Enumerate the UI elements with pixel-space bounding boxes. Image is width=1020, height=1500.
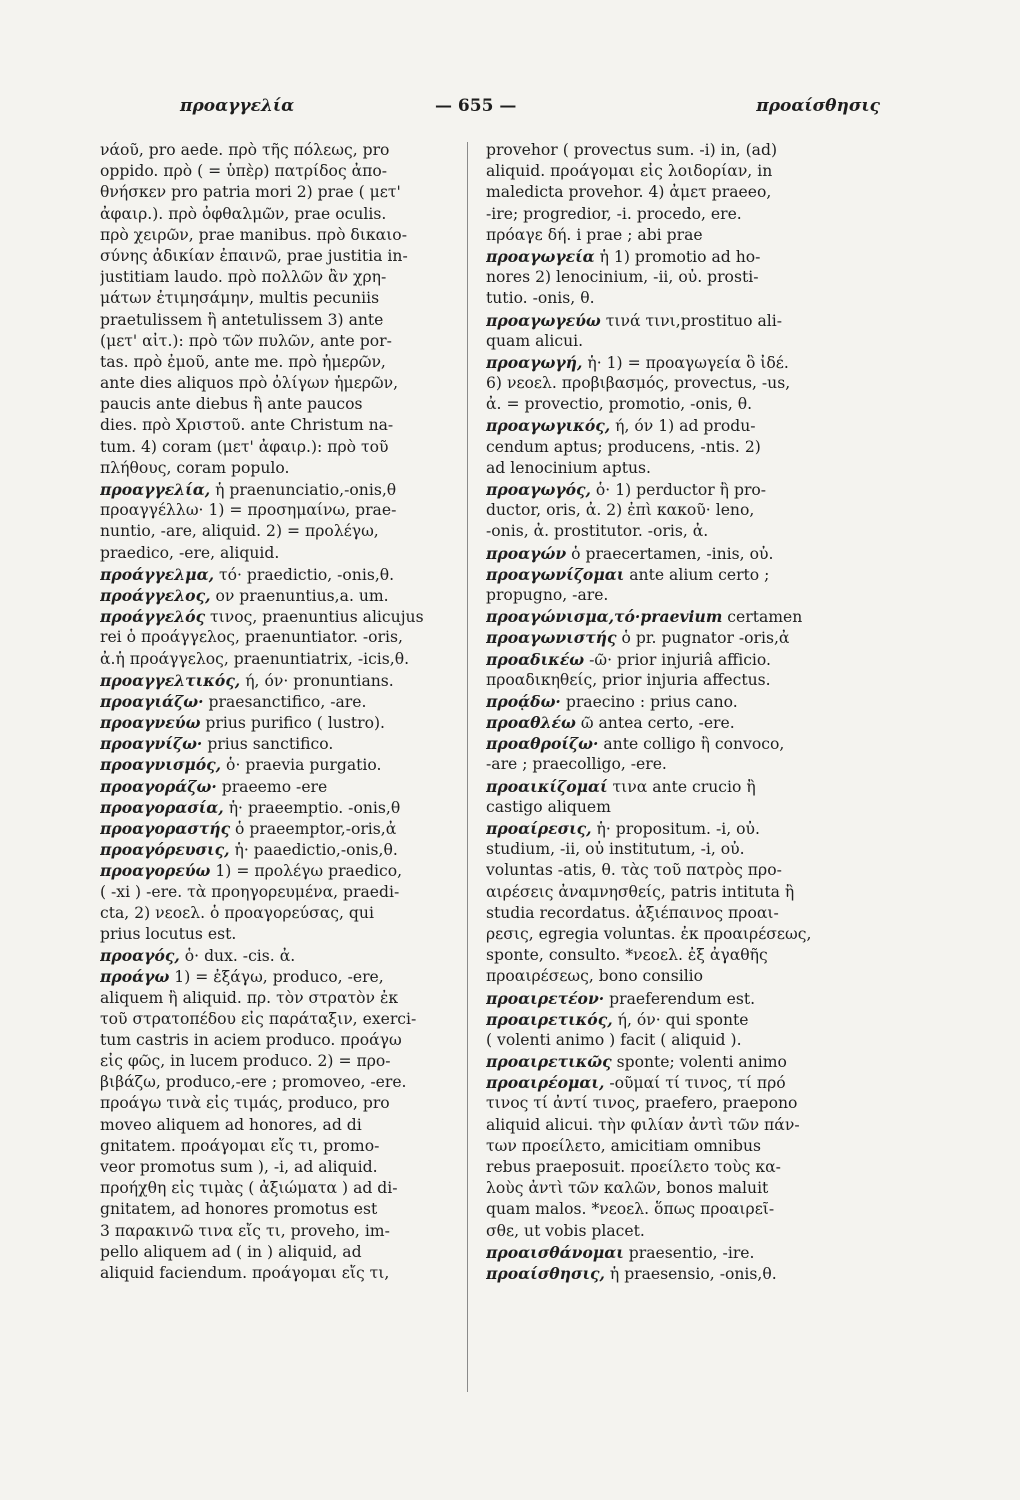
header-last-headword: προαίσθησις — [756, 96, 880, 116]
text-line: προαικίζομαί τινα ante crucio ἢ — [486, 776, 756, 796]
header-first-headword: προαγγελία — [180, 96, 295, 116]
text-line: προαγγελία, ἡ praenunciatio,-onis,θ — [100, 480, 397, 499]
text-line: -onis, ἀ. prostitutor. -oris, ἀ. — [486, 522, 709, 541]
text-line: ductor, oris, ἀ. 2) ἐπὶ κακοῦ· leno, — [486, 501, 755, 520]
text-line: προαιρέομαι, -οῦμαί τί τινος, τί πρό — [486, 1073, 786, 1093]
text-line: tas. πρὸ ἐμοῦ, ante me. πρὸ ἡμερῶν, — [100, 352, 386, 371]
text-line: προαδικηθείς, prior injuria affectus. — [486, 670, 771, 689]
text-line: rebus praeposuit. προείλετο τοὺς κα- — [486, 1158, 781, 1176]
text-line: prius locutus est. — [100, 924, 237, 943]
text-line: προαιρετικός, ή, όν· qui sponte — [486, 1009, 749, 1029]
text-line: sponte, consulto. *νεοελ. ἐξ ἀγαθῆς — [486, 946, 768, 965]
text-line: προαγωγός, ὁ· 1) perductor ἢ pro- — [486, 480, 767, 499]
text-line: ante dies aliquos πρὸ ὀλίγων ἡμερῶν, — [100, 374, 399, 393]
text-line: προάγγελος, ον praenuntius,a. um. — [100, 585, 389, 605]
text-line: προαγών ὁ praecertamen, -inis, οὐ. — [486, 543, 774, 563]
text-line: cta, 2) νεοελ. ὁ προαγορεύσας, qui — [100, 903, 374, 922]
text-line: προαγορασία, ἡ· praeemptio. -onis,θ — [100, 797, 401, 817]
text-line: ἀφαιρ.). πρὸ ὀφθαλμῶν, prae oculis. — [100, 204, 387, 223]
text-line: προαγωγεύω τινά τινι,prostituo ali- — [486, 310, 783, 330]
text-line: nuntio, -are, aliquid. 2) = προλέγω, — [100, 522, 379, 541]
text-line: βιβάζω, produco,-ere ; promoveo, -ere. — [100, 1073, 407, 1092]
page-number: — 655 — — [435, 96, 517, 116]
text-line: προαγωνίζομαι ante alium certo ; — [486, 564, 770, 584]
right-column — [486, 140, 866, 1284]
column-divider — [467, 142, 468, 1392]
text-line: εἰς φῶς, in lucem produco. 2) = προ- — [100, 1052, 391, 1071]
text-line: tum castris in aciem produco. προάγω — [100, 1030, 402, 1049]
text-line: προάγγελμα, τό· praedictio, -onis,θ. — [100, 564, 395, 584]
text-line: προαίσθησις, ἡ praesensio, -onis,θ. — [486, 1263, 777, 1283]
text-line: προαιρέσεως, bono consilio — [486, 967, 704, 986]
text-line: tutio. -onis, θ. — [486, 289, 595, 308]
text-line: σθε, ut vobis placet. — [486, 1221, 645, 1240]
text-line: προάγγελός τινος, praenuntius alicujus — [100, 607, 424, 627]
text-line: 6) νεοελ. προβιβασμός, provectus, -us, — [486, 374, 791, 393]
text-line: provehor ( provectus sum. -i) in, (ad) — [486, 141, 778, 159]
text-line: studia recordatus. ἀξιέπαινος προαι- — [486, 903, 779, 922]
text-line: των προείλετο, amicitiam omnibus — [486, 1136, 761, 1155]
text-line: προάγω τινὰ εἰς τιμάς, produco, pro — [100, 1094, 390, 1113]
text-line: praedico, -ere, aliquid. — [100, 543, 280, 562]
text-line: -ire; progredior, -i. procedo, ere. — [486, 204, 742, 223]
text-line: nores 2) lenocinium, -ii, οὐ. prosti- — [486, 268, 759, 287]
text-line: μάτων ἐτιμησάμην, multis pecuniis — [100, 289, 380, 308]
text-line: προαγοράζω· praeemo -ere — [100, 776, 328, 796]
text-line: προαγός, ὁ· dux. -cis. ἀ. — [100, 946, 296, 966]
text-line: justitiam laudo. πρὸ πολλῶν ἂν χρη- — [100, 268, 387, 287]
text-line: moveo aliquem ad honores, ad di — [100, 1115, 362, 1134]
text-line: propugno, -are. — [486, 585, 609, 604]
text-line: pello aliquem ad ( in ) aliquid, ad — [100, 1242, 362, 1261]
text-line: ἀ.ἡ προάγγελος, praenuntiatrix, -icis,θ. — [100, 649, 410, 668]
text-line: oppido. πρὸ ( = ὑπὲρ) πατρίδος ἀπο- — [100, 162, 388, 181]
text-line: ρεσις, egregia voluntas. ἐκ προαιρέσεως, — [486, 924, 812, 943]
text-line: προαγορεύω 1) = προλέγω praedico, — [100, 861, 403, 881]
text-line: 3 παρακινῶ τινα εἴς τι, proveho, im- — [100, 1221, 390, 1240]
text-line: τινος τί ἀντί τινος, praefero, praepono — [486, 1094, 798, 1113]
text-line: πρόαγε δή. i prae ; abi prae — [486, 225, 703, 244]
text-line: προαγιάζω· praesanctifico, -are. — [100, 691, 367, 711]
text-line: veor promotus sum ), -i, ad aliquid. — [100, 1158, 378, 1176]
text-line: cendum aptus; producens, -ntis. 2) — [486, 437, 761, 456]
text-line: προαγωγικός, ή, όν 1) ad produ- — [486, 416, 756, 436]
text-line: προαδικέω -ῶ· prior injuriâ afficio. — [486, 649, 771, 669]
text-line: πρὸ χειρῶν, prae manibus. πρὸ δικαιο- — [100, 225, 407, 244]
text-line: προαγώνισμα,τό·praevium certamen — [486, 607, 803, 627]
text-line: λοὺς ἀντὶ τῶν καλῶν, bonos maluit — [486, 1179, 769, 1198]
text-line: gnitatem, ad honores promotus est — [100, 1200, 378, 1219]
text-line: προάγω 1) = ἐξάγω, produco, -ere, — [100, 967, 384, 987]
text-line: gnitatem. προάγομαι εἴς τι, promo- — [100, 1136, 380, 1155]
text-line: προαγνίζω· prius sanctifico. — [100, 734, 334, 754]
text-line: aliquid alicui. τὴν φιλίαν ἀντὶ τῶν πάν- — [486, 1115, 800, 1134]
text-line: αιρέσεις ἀναμνησθείς, patris intituta ἢ — [486, 882, 795, 901]
text-line: προαγωνιστής ὁ pr. pugnator -oris,ἀ — [486, 628, 790, 648]
text-line: προαγοραστής ὁ praeemptor,-oris,ἀ — [100, 819, 397, 838]
text-line: προαγωγεία ἡ 1) promotio ad ho- — [486, 246, 761, 266]
text-line: προαιρετέον· praeferendum est. — [486, 988, 756, 1008]
text-line: νάοῦ, pro aede. πρὸ τῆς πόλεως, pro — [100, 141, 390, 159]
text-line: tum. 4) coram (μετ' ἀφαιρ.): πρὸ τοῦ — [100, 437, 389, 456]
text-line: προαγνισμός, ὁ· praevia purgatio. — [100, 755, 382, 775]
text-line: προαίρεσις, ἡ· propositum. -i, οὐ. — [486, 819, 760, 838]
text-line: aliquem ἢ aliquid. πρ. τὸν στρατὸν ἐκ — [100, 988, 399, 1007]
text-line: quam alicui. — [486, 331, 584, 350]
text-line: maledicta provehor. 4) ἀμετ praeeo, — [486, 183, 772, 202]
text-line: aliquid. προάγομαι εἰς λοιδορίαν, in — [486, 162, 773, 181]
text-line: dies. πρὸ Χριστοῦ. ante Christum na- — [100, 416, 394, 435]
text-line: προαγόρευσις, ἡ· paaedictio,-onis,θ. — [100, 840, 398, 860]
text-line: πλήθους, coram populo. — [100, 458, 290, 477]
text-line: castigo aliquem — [486, 797, 611, 816]
text-line: (μετ' αἰτ.): πρὸ τῶν πυλῶν, ante por- — [100, 331, 392, 350]
text-line: quam malos. *νεοελ. ὅπως προαιρεῖ- — [486, 1200, 775, 1219]
page-header — [180, 96, 880, 126]
text-line: θνήσκεν pro patria mori 2) prae ( μετ' — [100, 183, 401, 202]
text-line: προαγνεύω prius purifico ( lustro). — [100, 713, 386, 733]
text-line: προαθροίζω· ante colligo ἢ convoco, — [486, 734, 785, 754]
text-line: voluntas -atis, θ. τὰς τοῦ πατρὸς προ- — [486, 861, 782, 880]
text-line: προαισθάνομαι praesentio, -ire. — [486, 1242, 755, 1262]
text-line: rei ὁ προάγγελος, praenuntiator. -oris, — [100, 628, 403, 647]
text-line: προαιρετικῶς sponte; volenti animo — [486, 1052, 787, 1072]
text-line: aliquid faciendum. προάγομαι εἴς τι, — [100, 1263, 390, 1282]
text-line: ἀ. = provectio, promotio, -onis, θ. — [486, 395, 753, 414]
text-line: προαγγέλλω· 1) = προσημαίνω, prae- — [100, 501, 397, 520]
text-line: ( -xi ) -ere. τὰ προηγορευμένα, praedi- — [100, 882, 400, 901]
text-line: προαγωγή, ἡ· 1) = προαγωγεία ὃ ἰδέ. — [486, 352, 789, 372]
text-line: προᾴδω· praecino : prius cano. — [486, 691, 738, 711]
text-line: προαγγελτικός, ή, όν· pronuntians. — [100, 670, 394, 690]
text-line: προαθλέω ῶ antea certo, -ere. — [486, 713, 735, 733]
text-line: προήχθη εἰς τιμὰς ( ἀξιώματα ) ad di- — [100, 1179, 398, 1198]
text-line: σύνης ἀδικίαν ἐπαινῶ, prae justitia in- — [100, 246, 408, 265]
text-line: τοῦ στρατοπέδου εἰς παράταξιν, exerci- — [100, 1009, 417, 1028]
text-line: studium, -ii, οὐ institutum, -i, οὐ. — [486, 840, 745, 859]
text-line: ad lenocinium aptus. — [486, 458, 651, 477]
text-line: -are ; praecolligo, -ere. — [486, 755, 667, 774]
text-line: ( volenti animo ) facit ( aliquid ). — [486, 1030, 742, 1049]
text-line: praetulissem ἢ antetulissem 3) ante — [100, 310, 384, 329]
text-line: paucis ante diebus ἢ ante paucos — [100, 395, 363, 414]
left-column — [100, 140, 452, 1284]
